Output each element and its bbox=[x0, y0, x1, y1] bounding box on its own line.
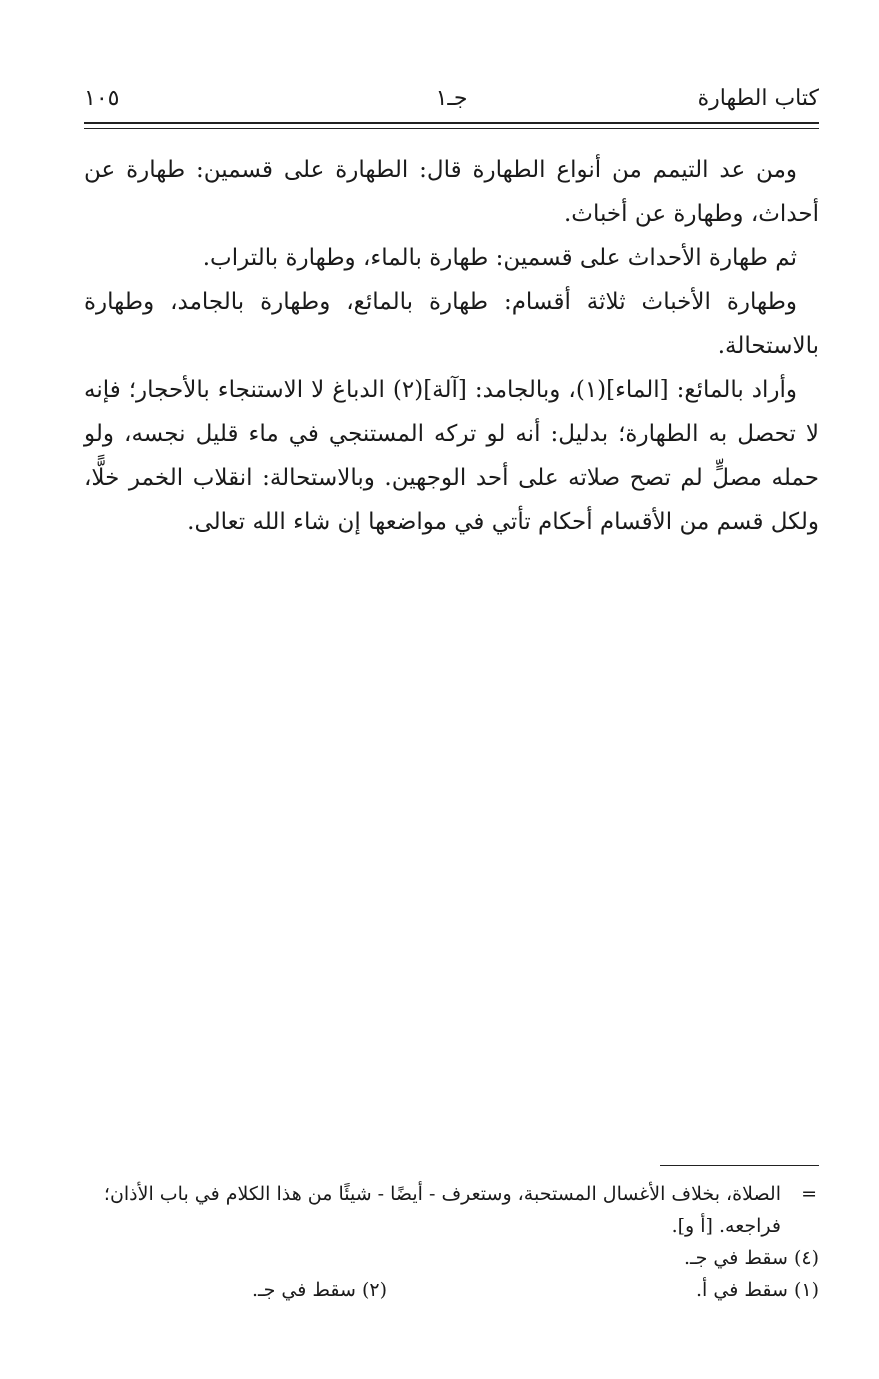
volume-label: جـ١ bbox=[435, 86, 468, 111]
footnote-4: (٤) سقط في جـ. bbox=[683, 1247, 819, 1269]
footnote-line: الصلاة، بخلاف الأغسال المستحبة، وستعرف - أيضًا - شيئًا من هذا الكلام في باب الأذان؛ bbox=[103, 1183, 781, 1205]
page-header bbox=[84, 80, 819, 120]
footnote-separator bbox=[660, 1165, 819, 1166]
footnotes bbox=[84, 1178, 819, 1306]
header-rule-thick bbox=[84, 122, 819, 124]
paragraph: وطهارة الأخباث ثلاثة أقسام: طهارة بالمائع، وطهارة بالجامد، وطهارة بالاستحالة. bbox=[84, 289, 819, 359]
footnote-row bbox=[84, 1242, 819, 1274]
header-rule-thin bbox=[84, 128, 819, 129]
footnote-row bbox=[84, 1274, 819, 1306]
footnote-1: (١) سقط في أ. bbox=[696, 1279, 819, 1301]
continuation-mark: = bbox=[801, 1183, 817, 1205]
page-number: ١٠٥ bbox=[84, 86, 120, 111]
footnote-line: فراجعه. [أ و]. bbox=[671, 1215, 781, 1237]
paragraph: وأراد بالمائع: [الماء](١)، وبالجامد: [آلة](٢) الدباغ لا الاستنجاء بالأحجار؛ فإنه لا تحصل به الطهارة؛ بدليل: أنه لو تركه المستنجي في ماء قليل نجسه، ولو حمله مصلٍّ لم تصح صلاته على أحد الوجهين. وبالاستحالة: انقلاب الخمر خلًّا، ولكل قسم من الأقسام أحكام تأتي في مواضعها إن شاء الله تعالى. bbox=[84, 377, 819, 535]
running-title: كتاب الطهارة bbox=[697, 86, 819, 111]
footnote-2: (٢) سقط في جـ. bbox=[251, 1279, 387, 1301]
footnote-continuation bbox=[84, 1178, 819, 1242]
paragraph: ومن عد التيمم من أنواع الطهارة قال: الطهارة على قسمين: طهارة عن أحداث، وطهارة عن أخباث. bbox=[84, 157, 819, 227]
main-text bbox=[84, 148, 819, 544]
paragraph: ثم طهارة الأحداث على قسمين: طهارة بالماء، وطهارة بالتراب. bbox=[202, 245, 797, 271]
